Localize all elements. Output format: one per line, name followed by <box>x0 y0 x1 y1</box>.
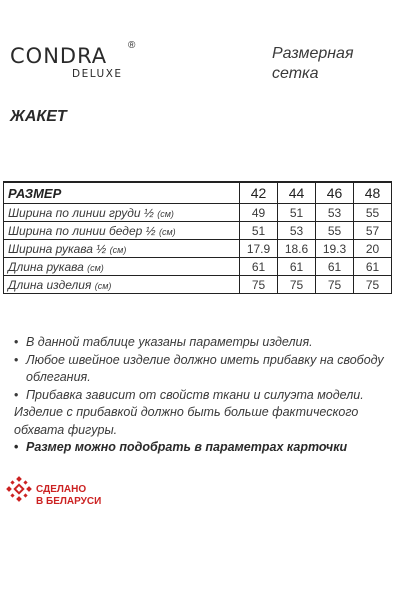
table-cell: 61 <box>240 258 278 276</box>
table-cell: 75 <box>278 276 316 294</box>
row-label <box>4 258 240 276</box>
product-name: ЖАКЕТ <box>10 108 67 125</box>
row-label <box>4 276 240 294</box>
note-item <box>14 334 384 352</box>
row-unit: (см) <box>158 226 176 237</box>
row-label <box>4 240 240 258</box>
table-cell: 19.3 <box>316 240 354 258</box>
size-table <box>3 181 392 294</box>
size-header-row <box>4 182 392 204</box>
row-unit: (см) <box>87 262 104 273</box>
note-item <box>14 439 384 457</box>
row-label-text: Длина рукава <box>8 259 88 274</box>
table-cell: 61 <box>316 258 354 276</box>
bullet-icon: • <box>14 440 19 454</box>
note-text: Прибавка зависит от свойств ткани и силуэта модели. <box>26 387 364 402</box>
note-item <box>14 352 384 387</box>
row-label <box>4 204 240 222</box>
table-cell: 61 <box>278 258 316 276</box>
size-col-header: 48 <box>354 182 392 204</box>
size-col-header: 46 <box>316 182 354 204</box>
table-cell: 20 <box>354 240 392 258</box>
table-cell: 53 <box>316 204 354 222</box>
made-in-belarus-badge <box>6 476 116 512</box>
table-cell: 51 <box>240 222 278 240</box>
page-title <box>272 44 392 84</box>
table-cell: 75 <box>240 276 278 294</box>
table-cell: 18.6 <box>278 240 316 258</box>
brand-logo <box>10 40 140 80</box>
note-text: Изделие с прибавкой должно быть больше фактического обхвата фигуры. <box>14 405 359 437</box>
page-title-line2: сетка <box>272 65 319 82</box>
registered-mark: ® <box>128 40 136 51</box>
size-col-header: 44 <box>278 182 316 204</box>
table-cell: 53 <box>278 222 316 240</box>
note-item <box>14 387 384 405</box>
table-cell: 57 <box>354 222 392 240</box>
ornament-icon <box>6 476 32 502</box>
note-item <box>14 404 384 439</box>
table-cell: 51 <box>278 204 316 222</box>
note-text: Размер можно подобрать в параметрах карточки <box>26 440 348 454</box>
table-row <box>4 258 392 276</box>
row-unit: (см) <box>157 208 174 219</box>
table-cell: 49 <box>240 204 278 222</box>
made-in-line1: СДЕЛАНО <box>36 484 87 495</box>
note-text: Любое швейное изделие должно иметь прибавку на свободу облегания. <box>26 352 384 384</box>
table-cell: 61 <box>354 258 392 276</box>
row-label-text: Ширина по линии бедер ½ <box>8 223 159 238</box>
brand-name: CONDRA <box>10 44 108 68</box>
note-text: В данной таблице указаны параметры изделия. <box>26 335 313 349</box>
table-cell: 75 <box>316 276 354 294</box>
table-row <box>4 204 392 222</box>
bullet-icon: • <box>14 387 19 402</box>
row-unit: (см) <box>109 244 127 255</box>
table-row <box>4 276 392 294</box>
table-cell: 17.9 <box>240 240 278 258</box>
row-label-text: Ширина по линии груди ½ <box>8 205 158 220</box>
table-row <box>4 222 392 240</box>
row-label <box>4 222 240 240</box>
row-label-text: Длина изделия <box>8 277 95 292</box>
size-header-label: РАЗМЕР <box>4 182 240 204</box>
bullet-icon: • <box>14 335 19 349</box>
table-cell: 75 <box>354 276 392 294</box>
size-col-header: 42 <box>240 182 278 204</box>
bullet-icon: • <box>14 352 19 367</box>
made-in-text <box>36 484 101 508</box>
table-row <box>4 240 392 258</box>
row-unit: (см) <box>94 280 112 291</box>
page-title-line1: Размерная <box>272 45 354 62</box>
table-cell: 55 <box>316 222 354 240</box>
row-label-text: Ширина рукава ½ <box>8 241 110 256</box>
brand-subtitle: DELUXE <box>72 68 123 80</box>
notes-list <box>14 334 384 457</box>
table-cell: 55 <box>354 204 392 222</box>
made-in-line2: В БЕЛАРУСИ <box>36 496 102 507</box>
